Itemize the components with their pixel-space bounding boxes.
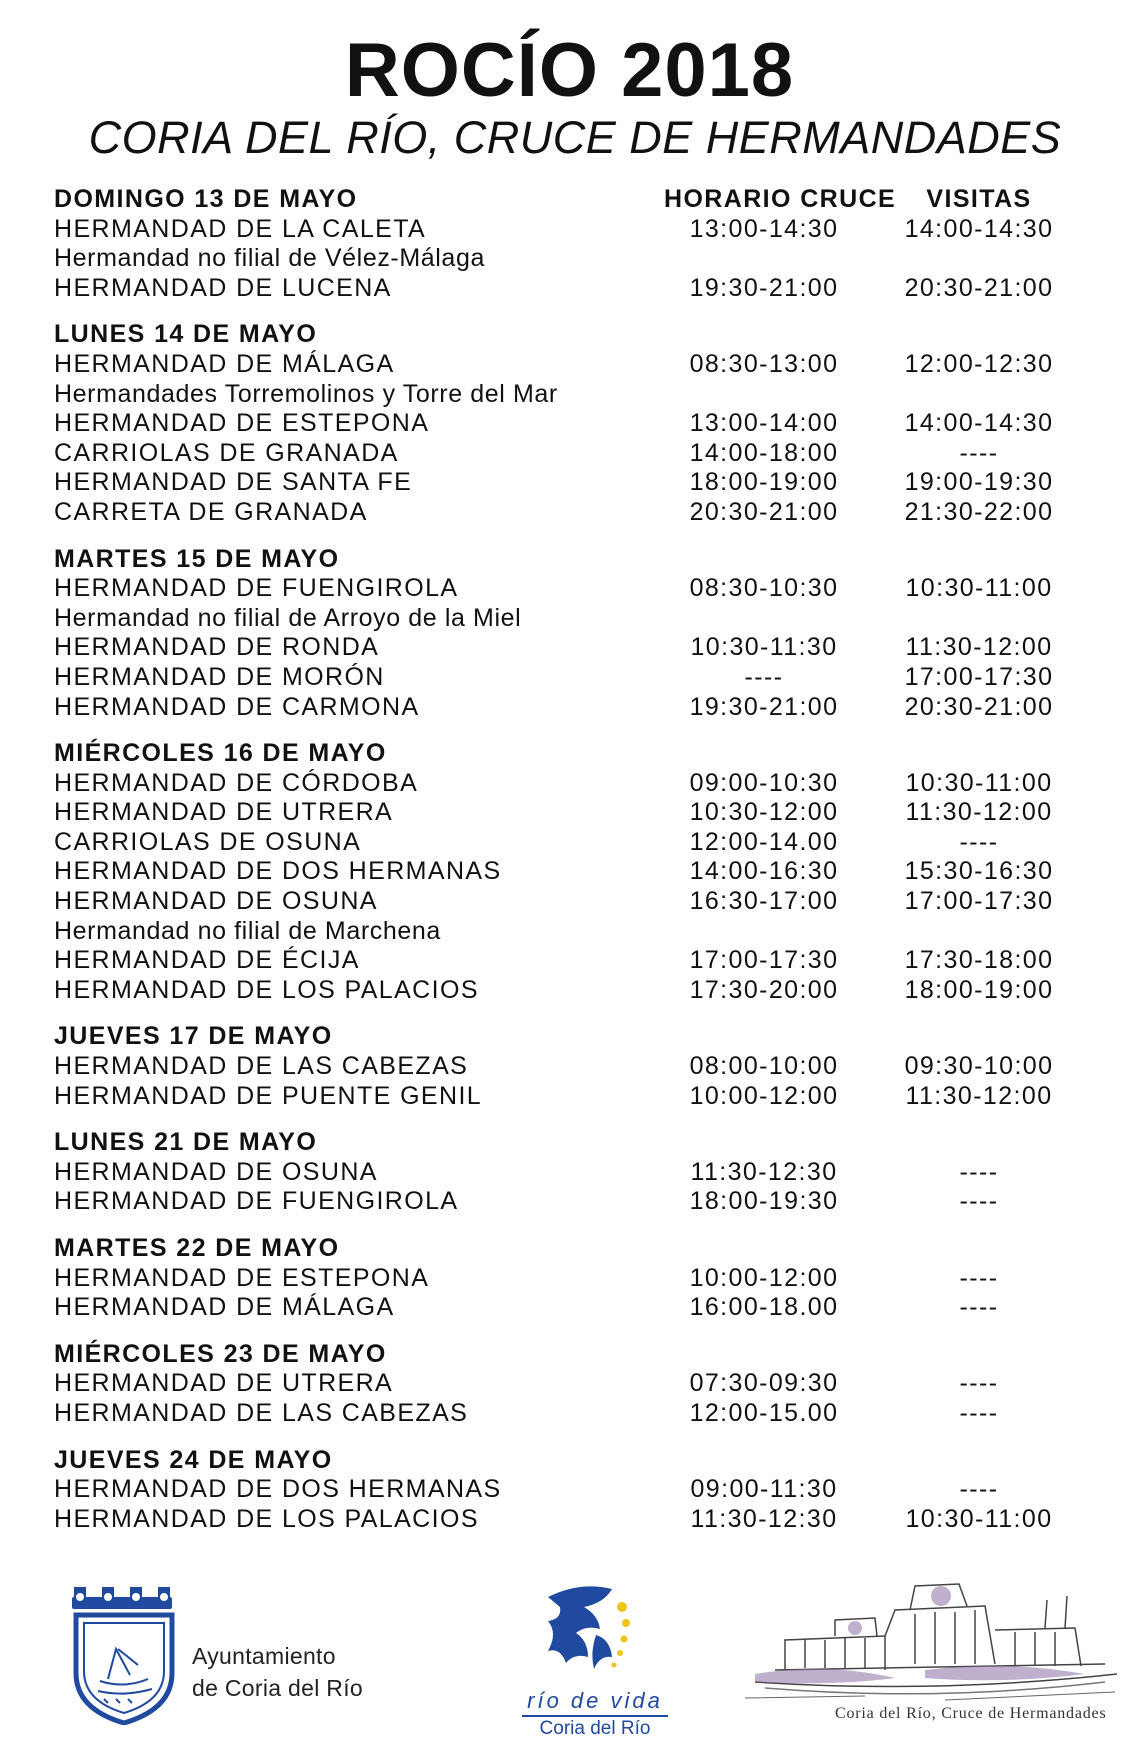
hermandad-name: HERMANDAD DE LA CALETA — [54, 214, 427, 243]
horario-visitas: 10:30-11:00 — [905, 574, 1053, 603]
hermandad-name: HERMANDAD DE DOS HERMANAS — [54, 1475, 502, 1504]
day-label: MARTES 15 DE MAYO — [54, 544, 340, 573]
ferry-boat-sketch-icon — [745, 1570, 1125, 1710]
horario-cruce: 16:00-18.00 — [689, 1293, 839, 1322]
ayuntamiento-line2: de Coria del Río — [192, 1675, 363, 1701]
horario-visitas: ---- — [959, 1187, 999, 1216]
day-label: LUNES 21 DE MAYO — [54, 1128, 318, 1157]
horario-visitas: 10:30-11:00 — [905, 768, 1053, 797]
horario-cruce-header — [664, 545, 864, 575]
hermandad-name: Hermandad no filial de Marchena — [54, 916, 441, 945]
hermandad-name: HERMANDAD DE ESTEPONA — [54, 409, 430, 438]
day-section — [54, 1446, 1094, 1535]
horario-cruce: 08:30-10:30 — [689, 574, 839, 603]
horario-visitas: 11:30-12:00 — [905, 1081, 1053, 1110]
footer — [0, 1565, 1139, 1739]
horario-visitas: ---- — [959, 1263, 999, 1292]
hermandad-name: HERMANDAD DE FUENGIROLA — [54, 574, 459, 603]
day-header — [54, 1022, 1094, 1052]
visitas-header: VISITAS — [926, 185, 1032, 213]
day-header — [54, 1128, 1094, 1158]
horario-cruce: 19:30-21:00 — [689, 273, 839, 302]
day-label: DOMINGO 13 DE MAYO — [54, 185, 358, 213]
horario-cruce-header — [664, 1234, 864, 1264]
horario-cruce: 16:30-17:00 — [689, 887, 839, 916]
visitas-header — [864, 545, 1094, 575]
horario-cruce: 09:00-11:30 — [690, 1475, 838, 1504]
horario-visitas: 10:30-11:00 — [905, 1504, 1053, 1533]
horario-visitas: ---- — [959, 1293, 999, 1322]
visitas-header — [864, 1446, 1094, 1476]
horario-cruce: 18:00-19:00 — [689, 468, 839, 497]
schedule-row — [54, 274, 1094, 304]
horario-visitas: ---- — [959, 1475, 999, 1504]
horario-cruce-header — [664, 1022, 864, 1052]
horario-cruce: 10:00-12:00 — [689, 1263, 839, 1292]
schedule-row — [54, 574, 1094, 604]
horario-cruce: 08:30-13:00 — [689, 349, 839, 378]
schedule-row — [54, 1158, 1094, 1188]
schedule-row — [54, 769, 1094, 799]
day-label: JUEVES 24 DE MAYO — [54, 1445, 333, 1474]
horario-cruce: 11:30-12:30 — [690, 1157, 838, 1186]
day-section — [54, 545, 1094, 723]
horario-visitas: 14:00-14:30 — [904, 214, 1054, 243]
day-label: LUNES 14 DE MAYO — [54, 320, 318, 349]
schedule-table — [54, 185, 1094, 1551]
horario-visitas: 21:30-22:00 — [904, 497, 1054, 526]
horario-visitas: 12:00-12:30 — [904, 349, 1054, 378]
day-header — [54, 1234, 1094, 1264]
schedule-row — [54, 1052, 1094, 1082]
page-title: ROCÍO 2018 — [344, 28, 795, 113]
day-header — [54, 320, 1094, 350]
horario-cruce: 18:00-19:30 — [689, 1187, 839, 1216]
horario-visitas — [864, 244, 1094, 274]
visitas-header — [864, 739, 1094, 769]
schedule-row — [54, 1475, 1094, 1505]
schedule-row — [54, 1505, 1094, 1535]
rio-de-vida-label: río de vida — [527, 1688, 663, 1713]
hermandad-name: Hermandad no filial de Arroyo de la Miel — [54, 603, 522, 632]
horario-cruce: 09:00-10:30 — [689, 768, 839, 797]
horario-visitas: 20:30-21:00 — [904, 692, 1054, 721]
schedule-row — [54, 439, 1094, 469]
horario-cruce-header: HORARIO CRUCE — [664, 185, 897, 213]
hermandad-name: HERMANDAD DE MÁLAGA — [54, 349, 395, 378]
horario-visitas: ---- — [959, 1369, 999, 1398]
day-section — [54, 185, 1094, 303]
hermandad-name: HERMANDAD DE CARMONA — [54, 692, 420, 721]
horario-visitas: 14:00-14:30 — [904, 409, 1054, 438]
horario-visitas: ---- — [959, 1157, 999, 1186]
rio-de-vida-sublabel: Coria del Río — [539, 1718, 651, 1739]
horario-visitas: 15:30-16:30 — [904, 857, 1054, 886]
day-header — [54, 1340, 1094, 1370]
schedule-row — [54, 215, 1094, 245]
schedule-row — [54, 1082, 1094, 1112]
day-header — [54, 1446, 1094, 1476]
day-header — [54, 545, 1094, 575]
visitas-header — [864, 1022, 1094, 1052]
horario-cruce: 14:00-16:30 — [689, 857, 839, 886]
hermandad-name: HERMANDAD DE UTRERA — [54, 798, 394, 827]
schedule-row — [54, 498, 1094, 528]
horario-cruce: ---- — [744, 662, 784, 691]
horario-cruce: 12:00-14.00 — [689, 827, 839, 856]
hermandad-name: HERMANDAD DE OSUNA — [54, 887, 378, 916]
hermandad-name: HERMANDAD DE MÁLAGA — [54, 1293, 395, 1322]
schedule-row — [54, 604, 1094, 634]
hermandad-name: HERMANDAD DE PUENTE GENIL — [54, 1081, 483, 1110]
horario-cruce: 08:00-10:00 — [689, 1052, 839, 1081]
horario-visitas: 19:00-19:30 — [904, 468, 1054, 497]
hermandad-name: HERMANDAD DE LAS CABEZAS — [54, 1398, 469, 1427]
schedule-row — [54, 857, 1094, 887]
day-label: MIÉRCOLES 16 DE MAYO — [54, 739, 387, 768]
rio-de-vida-logo-icon — [540, 1577, 650, 1687]
day-label: MARTES 22 DE MAYO — [54, 1234, 340, 1262]
hermandad-name: HERMANDAD DE LOS PALACIOS — [54, 1504, 479, 1533]
ayuntamiento-line1: Ayuntamiento — [192, 1643, 336, 1669]
horario-visitas: 18:00-19:00 — [904, 975, 1054, 1004]
horario-visitas: ---- — [959, 438, 999, 467]
horario-cruce: 19:30-21:00 — [689, 692, 839, 721]
horario-visitas: 11:30-12:00 — [905, 633, 1053, 662]
day-section — [54, 739, 1094, 1005]
horario-cruce: 13:00-14:30 — [689, 214, 839, 243]
schedule-row — [54, 1369, 1094, 1399]
horario-cruce: 11:30-12:30 — [690, 1504, 838, 1533]
horario-cruce: 20:30-21:00 — [689, 497, 839, 526]
schedule-row — [54, 1187, 1094, 1217]
hermandad-name: CARRIOLAS DE OSUNA — [54, 827, 362, 856]
hermandad-name: HERMANDAD DE LAS CABEZAS — [54, 1052, 469, 1081]
schedule-row — [54, 244, 1094, 274]
visitas-header — [864, 1128, 1094, 1158]
horario-cruce — [664, 244, 864, 274]
horario-visitas: 17:30-18:00 — [904, 946, 1054, 975]
hermandad-name: HERMANDAD DE FUENGIROLA — [54, 1187, 459, 1216]
horario-cruce: 10:30-11:30 — [690, 633, 838, 662]
day-label: JUEVES 17 DE MAYO — [54, 1022, 333, 1051]
hermandad-name: HERMANDAD DE OSUNA — [54, 1157, 378, 1186]
horario-cruce-header — [664, 739, 864, 769]
hermandad-name: HERMANDAD DE ÉCIJA — [54, 946, 360, 975]
visitas-header — [864, 320, 1094, 350]
horario-cruce: 13:00-14:00 — [689, 409, 839, 438]
hermandad-name: HERMANDAD DE LUCENA — [54, 273, 392, 302]
day-section — [54, 1234, 1094, 1323]
horario-cruce-header — [664, 1128, 864, 1158]
horario-visitas — [864, 604, 1094, 634]
horario-visitas: 17:00-17:30 — [904, 662, 1054, 691]
horario-visitas — [864, 380, 1094, 410]
schedule-row — [54, 917, 1094, 947]
horario-cruce: 10:30-12:00 — [689, 798, 839, 827]
horario-visitas: ---- — [959, 827, 999, 856]
horario-cruce: 17:00-17:30 — [689, 946, 839, 975]
day-header — [54, 739, 1094, 769]
day-section — [54, 1128, 1094, 1217]
horario-cruce — [664, 917, 864, 947]
horario-cruce — [664, 604, 864, 634]
schedule-row — [54, 693, 1094, 723]
hermandad-name: HERMANDAD DE DOS HERMANAS — [54, 857, 502, 886]
horario-cruce-header — [664, 320, 864, 350]
hermandad-name: CARRETA DE GRANADA — [54, 497, 368, 526]
schedule-row — [54, 1399, 1094, 1429]
schedule-row — [54, 798, 1094, 828]
horario-visitas: 20:30-21:00 — [904, 273, 1054, 302]
day-section — [54, 320, 1094, 527]
schedule-row — [54, 409, 1094, 439]
coat-of-arms-icon — [68, 1585, 180, 1725]
hermandad-name: HERMANDAD DE SANTA FE — [54, 468, 413, 497]
horario-cruce-header — [664, 1446, 864, 1476]
schedule-row — [54, 1264, 1094, 1294]
horario-visitas: ---- — [959, 1398, 999, 1427]
hermandad-name: HERMANDAD DE RONDA — [54, 633, 380, 662]
boat-caption: Coria del Río, Cruce de Hermandades — [835, 1705, 1107, 1722]
schedule-row — [54, 828, 1094, 858]
schedule-row — [54, 663, 1094, 693]
day-section — [54, 1022, 1094, 1111]
horario-cruce: 17:30-20:00 — [689, 975, 839, 1004]
schedule-row — [54, 380, 1094, 410]
hermandad-name: CARRIOLAS DE GRANADA — [54, 438, 399, 467]
hermandad-name: HERMANDAD DE MORÓN — [54, 662, 385, 691]
horario-cruce-header — [664, 1340, 864, 1370]
day-label: MIÉRCOLES 23 DE MAYO — [54, 1339, 387, 1368]
schedule-row — [54, 468, 1094, 498]
day-section — [54, 1340, 1094, 1429]
schedule-row — [54, 350, 1094, 380]
visitas-header — [864, 1340, 1094, 1370]
horario-cruce: 14:00-18:00 — [689, 438, 839, 467]
schedule-row — [54, 976, 1094, 1006]
page-subtitle: CORIA DEL RÍO, CRUCE DE HERMANDADES — [88, 112, 1062, 163]
horario-visitas: 09:30-10:00 — [904, 1052, 1054, 1081]
schedule-row — [54, 633, 1094, 663]
horario-cruce: 10:00-12:00 — [689, 1081, 839, 1110]
horario-cruce: 12:00-15.00 — [689, 1398, 839, 1427]
visitas-header — [864, 1234, 1094, 1264]
horario-visitas: 11:30-12:00 — [905, 798, 1053, 827]
schedule-row — [54, 1293, 1094, 1323]
hermandad-name: HERMANDAD DE LOS PALACIOS — [54, 975, 479, 1004]
day-header — [54, 185, 1094, 215]
horario-cruce: 07:30-09:30 — [689, 1369, 839, 1398]
hermandad-name: HERMANDAD DE UTRERA — [54, 1369, 394, 1398]
schedule-row — [54, 946, 1094, 976]
horario-visitas — [864, 917, 1094, 947]
horario-visitas: 17:00-17:30 — [904, 887, 1054, 916]
hermandad-name: HERMANDAD DE CÓRDOBA — [54, 768, 419, 797]
schedule-row — [54, 887, 1094, 917]
horario-cruce — [664, 380, 864, 410]
ayuntamiento-label — [192, 1640, 363, 1704]
hermandad-name: Hermandades Torremolinos y Torre del Mar — [54, 379, 558, 408]
hermandad-name: Hermandad no filial de Vélez-Málaga — [54, 244, 485, 273]
hermandad-name: HERMANDAD DE ESTEPONA — [54, 1263, 430, 1292]
